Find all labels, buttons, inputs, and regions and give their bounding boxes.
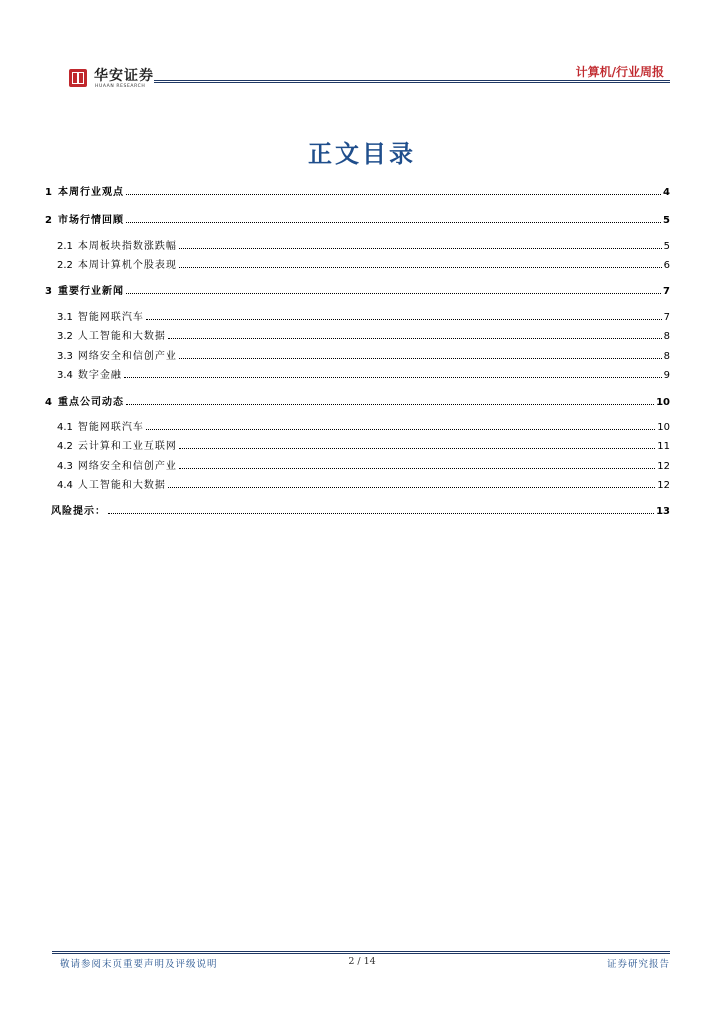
company-logo-icon (69, 69, 87, 87)
toc-entry-title: 本周行业观点 (57, 187, 124, 198)
toc-entry[interactable] (45, 394, 670, 410)
toc-entry-title: 网络安全和信创产业 (77, 351, 177, 362)
toc-entry-number: 2.2 (57, 260, 73, 271)
toc-entry[interactable] (57, 367, 670, 383)
toc-entry[interactable] (57, 348, 670, 364)
toc-entry-number: 4.2 (57, 441, 73, 452)
toc-entry-number: 3 (45, 286, 52, 297)
toc-entry-title: 市场行情回顾 (57, 215, 124, 226)
toc-entry[interactable] (57, 309, 670, 325)
toc-leader-dots (179, 257, 662, 268)
toc-entry-title: 重要行业新闻 (57, 286, 124, 297)
toc-entry-page: 5 (663, 241, 670, 252)
toc-entry-title: 网络安全和信创产业 (77, 461, 177, 472)
toc-entry-title: 重点公司动态 (57, 397, 124, 408)
toc-entry-title: 云计算和工业互联网 (77, 441, 177, 452)
toc-entry-page: 5 (663, 215, 670, 226)
footer-divider (52, 951, 670, 952)
toc-entry[interactable] (57, 257, 670, 273)
toc-entry[interactable] (45, 503, 670, 519)
toc-entry-number: 4 (45, 397, 52, 408)
footer-divider-secondary (52, 953, 670, 954)
toc-entry[interactable] (45, 283, 670, 299)
toc-entry-page: 4 (663, 187, 670, 198)
toc-entry-page: 10 (657, 422, 670, 433)
toc-entry-title: 本周板块指数涨跌幅 (77, 241, 177, 252)
toc-entry-page: 13 (656, 506, 670, 517)
logo-english-name: HUAAN RESEARCH (95, 84, 146, 89)
page-title: 正文目录 (308, 139, 416, 168)
toc-entry-number: 3.3 (57, 351, 73, 362)
toc-entry-number: 2.1 (57, 241, 73, 252)
toc-entry-page: 11 (657, 441, 670, 452)
toc-entry-title: 人工智能和大数据 (77, 480, 166, 491)
toc-leader-dots (126, 283, 661, 294)
toc-entry-number: 3.4 (57, 370, 73, 381)
toc-entry[interactable] (57, 477, 670, 493)
toc-entry-page: 12 (657, 461, 670, 472)
footer-disclaimer: 敬请参阅末页重要声明及评级说明 (60, 959, 218, 970)
toc-entry[interactable] (57, 438, 670, 454)
toc-entry[interactable] (57, 419, 670, 435)
toc-leader-dots (179, 438, 655, 449)
toc-entry-title: 数字金融 (77, 370, 122, 381)
toc-leader-dots (126, 394, 654, 405)
toc-entry-title: 智能网联汽车 (77, 312, 144, 323)
toc-entry-number: 2 (45, 215, 52, 226)
report-type-label: 计算机/行业周报 (575, 65, 664, 79)
toc-leader-dots (179, 458, 655, 469)
page-indicator: 2 / 14 (348, 956, 376, 967)
toc-leader-dots (146, 419, 655, 430)
toc-entry[interactable] (45, 212, 670, 228)
toc-entry-number: 4.4 (57, 480, 73, 491)
toc-entry-number: 4.1 (57, 422, 73, 433)
toc-entry-page: 7 (663, 286, 670, 297)
toc-leader-dots (179, 348, 662, 359)
toc-entry-title: 人工智能和大数据 (77, 331, 166, 342)
toc-entry-page: 6 (663, 260, 670, 271)
toc-entry-page: 7 (663, 312, 670, 323)
toc-entry-number: 3.2 (57, 331, 73, 342)
toc-leader-dots (146, 309, 662, 320)
toc-entry-number: 4.3 (57, 461, 73, 472)
toc-entry[interactable] (45, 184, 670, 200)
toc-leader-dots (108, 503, 654, 514)
toc-entry-page: 12 (657, 480, 670, 491)
toc-entry-number: 3.1 (57, 312, 73, 323)
toc-entry[interactable] (57, 328, 670, 344)
header-divider (154, 80, 670, 81)
toc-entry[interactable] (57, 238, 670, 254)
toc-leader-dots (126, 212, 661, 223)
footer-doc-type: 证券研究报告 (606, 959, 670, 970)
toc-leader-dots (168, 328, 662, 339)
toc-entry-title: 风险提示： (51, 506, 106, 517)
toc-leader-dots (179, 238, 662, 249)
toc-entry-page: 8 (663, 351, 670, 362)
toc-entry-page: 8 (663, 331, 670, 342)
toc-entry-title: 本周计算机个股表现 (77, 260, 177, 271)
header-divider-secondary (154, 82, 670, 83)
toc-entry[interactable] (57, 458, 670, 474)
toc-leader-dots (126, 184, 661, 195)
logo-chinese-name: 华安证券 (94, 68, 154, 84)
toc-entry-title: 智能网联汽车 (77, 422, 144, 433)
page-header (52, 60, 670, 94)
toc-entry-page: 10 (656, 397, 670, 408)
toc-entry-number: 1 (45, 187, 52, 198)
toc-entry-page: 9 (663, 370, 670, 381)
toc-leader-dots (168, 477, 655, 488)
toc-leader-dots (124, 367, 662, 378)
